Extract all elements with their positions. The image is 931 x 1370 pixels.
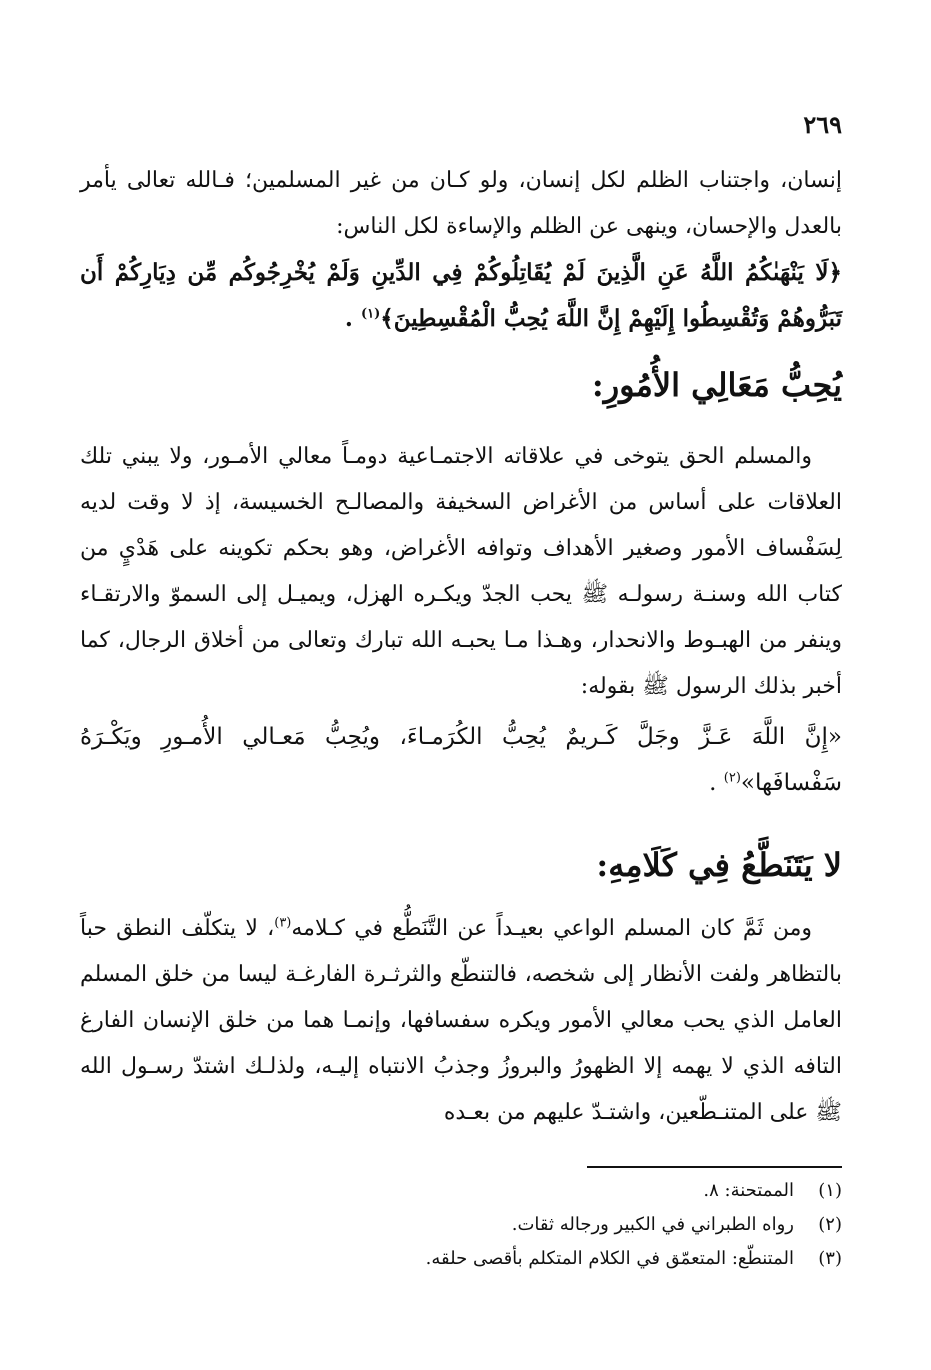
footnote-text: رواه الطبراني في الكبير ورجاله ثقات. <box>511 1214 794 1235</box>
footnote-item <box>80 1174 842 1208</box>
footnote-ref-2: (٢) <box>723 770 741 786</box>
footnote-number: (٣) <box>818 1248 842 1269</box>
footnote-ref-3: (٣) <box>274 915 292 931</box>
section1-block <box>80 434 842 710</box>
quran-block <box>80 250 842 342</box>
footnotes <box>80 1174 842 1276</box>
section-heading-no-affectation: لا يَتَنَطَّعُ فِي كَلَامِهِ: <box>596 846 842 884</box>
footnote-number: (٢) <box>818 1214 842 1235</box>
section2-text-start: ومن ثَمَّ كان المسلم الواعي بعيـداً عن التَّنَطُّع في كـلامه <box>291 916 812 941</box>
footnote-item <box>80 1208 842 1242</box>
hadith-block <box>80 714 842 806</box>
hadith-quote <box>80 714 842 806</box>
quran-verse-text: ﴿لَا يَنْهَىٰكُمُ اللَّهُ عَنِ الَّذِينَ لَمْ يُقَاتِلُوكُمْ فِي الدِّينِ وَلَمْ يُخْرِجُوكُم مِّن دِيَارِكُمْ أَن تَبَرُّوهُمْ وَتُقْسِطُوا إِلَيْهِمْ إِنَّ اللَّهَ يُحِبُّ الْمُقْسِطِينَ﴾ <box>80 259 842 332</box>
footnote-number: (١) <box>818 1180 842 1201</box>
hadith-text: «إِنَّ اللَّهَ عَـزَّ وجَلَّ كَـريمٌ يُحِبُّ الكُرَمـاءَ، ويُحِبُّ مَعـالي الأُمـورِ ويَكْـرَهُ سَفْسافَها» <box>80 724 842 796</box>
hadith-end: . <box>709 770 724 796</box>
quran-verse <box>80 250 842 342</box>
intro-block <box>80 158 842 250</box>
section-heading-noble-matters: يُحِبُّ مَعَالِي الأُمُورِ: <box>591 366 842 404</box>
quran-verse-end: . <box>344 305 361 332</box>
book-page <box>80 100 842 1330</box>
footnote-ref-1: (١) <box>360 306 381 322</box>
footnote-divider <box>587 1166 842 1168</box>
intro-paragraph: إنسان، واجتناب الظلم لكل إنسان، ولو كـان من غير المسلمين؛ فـالله تعالى يأمر بالعدل والإحسان، وينهى عن الظلم والإساءة لكل الناس: <box>80 168 842 239</box>
section2-paragraph <box>80 906 842 1136</box>
section2-text-rest: ، لا يتكلّف النطق حباً بالتظاهر ولفت الأنظار إلى شخصه، فالتنطّع والثرثـرة الفارغـة ليسا من خلق المسلم العامل الذي يحب معالي الأمور ويكره سفسافها، وإنمـا هما من خلق الإنسان الفارغ التافه الذي لا يهمه إلا الظهورُ والبروزُ وجذبُ الانتباه إليـه، ولذلـك اشتدّ رسـول الله ﷺ على المتنـطّعين، واشتـدّ عليهم من بعـده <box>80 916 842 1125</box>
footnote-text: المتنطّع: المتعمّق في الكلام المتكلم بأقصى حلقه. <box>425 1248 794 1269</box>
section1-paragraph: والمسلم الحق يتوخى في علاقاته الاجتمـاعية دومـاً معالي الأمـور، ولا يبني تلك العلاقات على أساس من الأغراض السخيفة والمصالـح الخسيسة، إذ لا وقت لديه لِسَفْساف الأمور وصغير الأهداف وتوافه الأغراض، وهو بحكم تكوينه على هَدْيٍ من كتاب الله وسنـة رسولـه ﷺ يحب الجدّ ويكـره الهزل، ويميـل إلى السموّ والارتقـاء وينفر من الهبـوط والانحدار، وهـذا مـا يحبـه الله تبارك وتعالى من أخلاق الرجال، كما أخبر بذلك الرسول ﷺ بقوله: <box>80 444 842 699</box>
section2-block <box>80 906 842 1136</box>
footnote-item <box>80 1242 842 1276</box>
page-number: ٢٦٩ <box>803 110 842 139</box>
footnote-text: الممتحنة: ٨. <box>703 1180 794 1201</box>
